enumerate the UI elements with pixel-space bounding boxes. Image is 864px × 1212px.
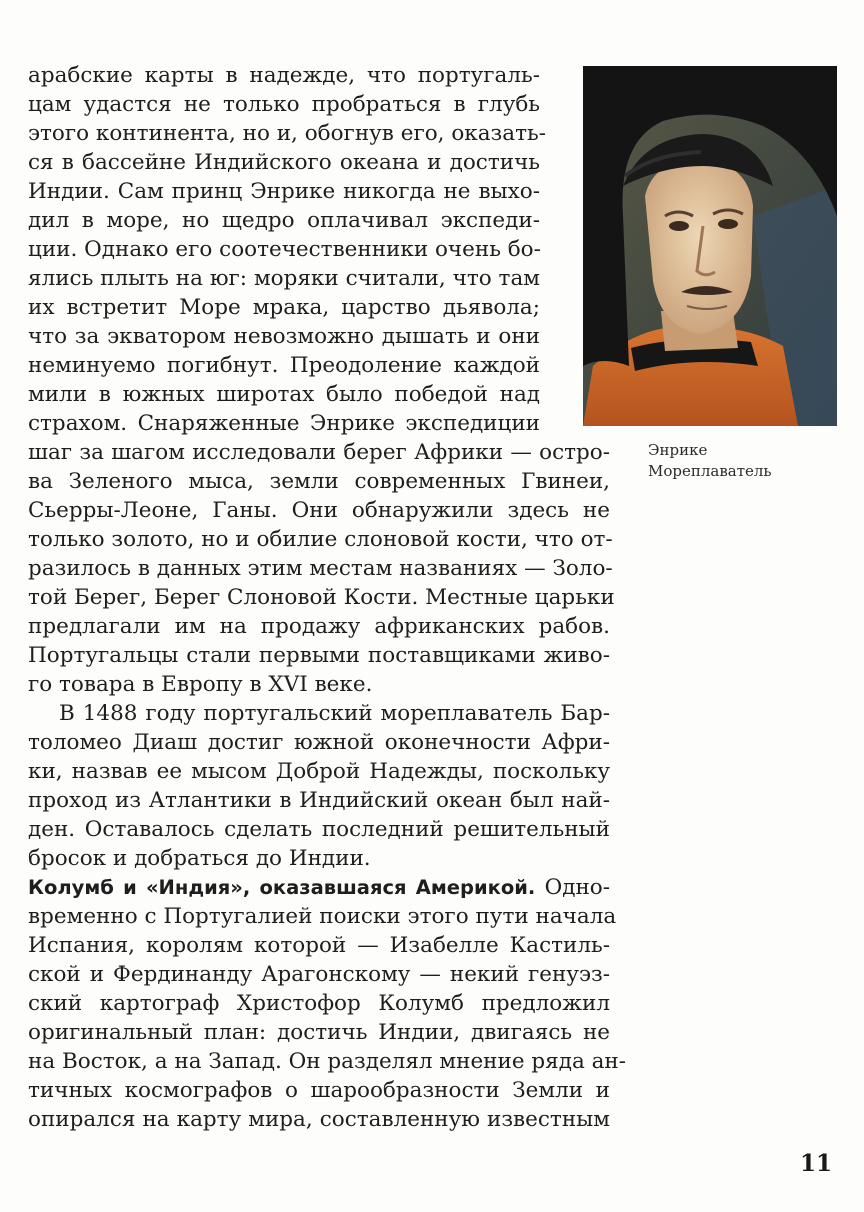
text-line: Португальцы стали первыми поставщиками живо-	[28, 643, 610, 668]
text-line: ской и Фердинанду Арагонскому — некий генуэз-	[28, 962, 610, 987]
caption-line: Энрике	[648, 441, 708, 459]
text-line: разилось в данных этим местам названиях — Золо-	[28, 556, 613, 581]
caption-line: Мореплаватель	[648, 462, 772, 480]
text-line: Индии. Сам принц Энрике никогда не выхо-	[28, 179, 540, 204]
portrait-image	[583, 66, 837, 426]
text-line: Сьерры-Леоне, Ганы. Они обнаружили здесь не	[28, 498, 610, 523]
text-line: проход из Атлантики в Индийский океан был най-	[28, 788, 610, 813]
text-line: неминуемо погибнут. Преодоление каждой	[28, 353, 540, 378]
text-line: что за экватором невозможно дышать и они	[28, 324, 540, 349]
text-line: тичных космографов о шарообразности Земли и	[28, 1078, 610, 1103]
text-line: на Восток, а на Запад. Он разделял мнение ряда ан-	[28, 1049, 627, 1074]
text-line: цам удастся не только пробраться в глубь	[28, 92, 540, 117]
section-heading-line	[28, 874, 610, 902]
portrait-illustration	[583, 66, 837, 426]
page-number: 11	[800, 1150, 833, 1177]
text-line: предлагали им на продажу африканских рабов.	[28, 614, 610, 639]
text-line: ялись плыть на юг: моряки считали, что там	[28, 266, 540, 291]
text-line: их встретит Море мрака, царство дьявола;	[28, 295, 540, 320]
text-line: временно с Португалией поиски этого пути начала	[28, 904, 617, 929]
text-line: этого континента, но и, обогнув его, оказать-	[28, 121, 546, 146]
text-line: оригинальный план: достичь Индии, двигаясь не	[28, 1020, 610, 1045]
text-line: ский картограф Христофор Колумб предложил	[28, 991, 610, 1016]
section-heading: Колумб и «Индия», оказавшаяся Америкой.	[28, 876, 536, 899]
text-line: ции. Однако его соотечественники очень бо-	[28, 237, 541, 262]
text-line: мили в южных широтах было победой над	[28, 382, 540, 407]
text-line: ва Зеленого мыса, земли современных Гвинеи,	[28, 469, 610, 494]
portrait-caption	[648, 440, 772, 482]
section-heading-rest: Одно-	[535, 875, 610, 900]
text-line: Испания, королям которой — Изабелле Кастиль-	[28, 933, 610, 958]
text-line: опирался на карту мира, составленную известным	[28, 1107, 610, 1132]
text-line: ден. Оставалось сделать последний решительный	[28, 817, 610, 842]
text-line: бросок и добраться до Индии.	[28, 846, 371, 871]
text-line: шаг за шагом исследовали берег Африки — остро-	[28, 440, 610, 465]
text-line: ся в бассейне Индийского океана и достичь	[28, 150, 540, 175]
text-line: толомео Диаш достиг южной оконечности Афри-	[28, 730, 610, 755]
text-line: только золото, но и обилие слоновой кости, что от-	[28, 527, 613, 552]
text-line: арабские карты в надежде, что португаль-	[28, 63, 540, 88]
text-line: ки, назвав ее мысом Доброй Надежды, поскольку	[28, 759, 610, 784]
text-line: В 1488 году португальский мореплаватель Бар-	[59, 701, 610, 726]
text-line: дил в море, но щедро оплачивал экспеди-	[28, 208, 540, 233]
text-line: страхом. Снаряженные Энрике экспедиции	[28, 411, 540, 436]
text-line: го товара в Европу в XVI веке.	[28, 672, 373, 697]
text-line: той Берег, Берег Слоновой Кости. Местные царьки	[28, 585, 615, 610]
